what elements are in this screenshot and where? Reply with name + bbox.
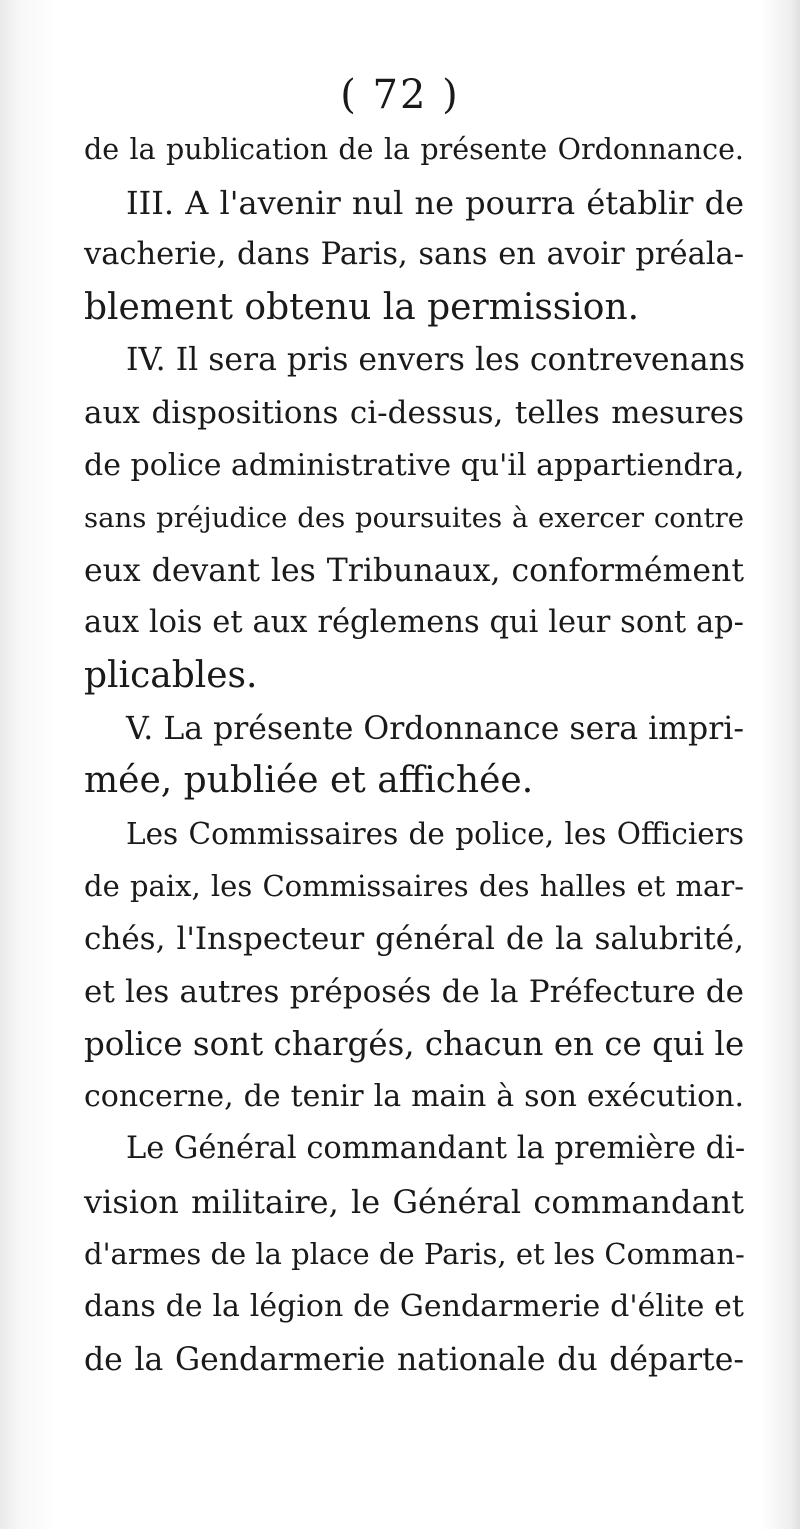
text-line: de police administrative qu'il appartiendra, — [84, 447, 745, 483]
text-line: vacherie, dans Paris, sans en avoir préala- — [84, 237, 744, 273]
text-line: chés, l'Inspecteur général de la salubrité, — [84, 920, 744, 957]
text-line: eux devant les Tribunaux, conformément — [84, 552, 744, 589]
text-line: vision militaire, le Général commandant — [84, 1182, 744, 1221]
page-number: ( 72 ) — [340, 72, 460, 118]
text-line: aux dispositions ci-dessus, telles mesures — [84, 394, 744, 431]
text-line: d'armes de la place de Paris, et les Comman- — [84, 1237, 745, 1272]
text-line: blement obtenu la permission. — [84, 286, 640, 328]
text-line: aux lois et aux réglemens qui leur sont ap- — [84, 605, 744, 641]
text-line: de la publication de la présente Ordonnance. — [84, 133, 744, 166]
text-line: V. La présente Ordonnance sera impri- — [126, 710, 744, 747]
text-line: plicables. — [84, 654, 258, 696]
text-line: sans préjudice des poursuites à exercer contre — [84, 502, 744, 535]
text-line: de la Gendarmerie nationale du départe- — [84, 1341, 744, 1378]
text-line: Les Commissaires de police, les Officiers — [126, 816, 744, 851]
text-line: et les autres préposés de la Préfecture de — [84, 973, 744, 1010]
text-line: de paix, les Commissaires des halles et mar- — [84, 869, 744, 904]
text-line: concerne, de tenir la main à son exécution. — [84, 1078, 744, 1114]
body-text — [84, 124, 744, 1386]
text-line: dans de la légion de Gendarmerie d'élite et — [84, 1289, 744, 1325]
text-line: IV. Il sera pris envers les contrevenans — [126, 342, 746, 379]
text-line: III. A l'avenir nul ne pourra établir de — [126, 183, 744, 222]
text-line: Le Général commandant la première di- — [126, 1131, 746, 1167]
text-line: police sont chargés, chacun en ce qui le — [84, 1025, 745, 1064]
text-line: mée, publiée et affichée. — [84, 760, 534, 802]
